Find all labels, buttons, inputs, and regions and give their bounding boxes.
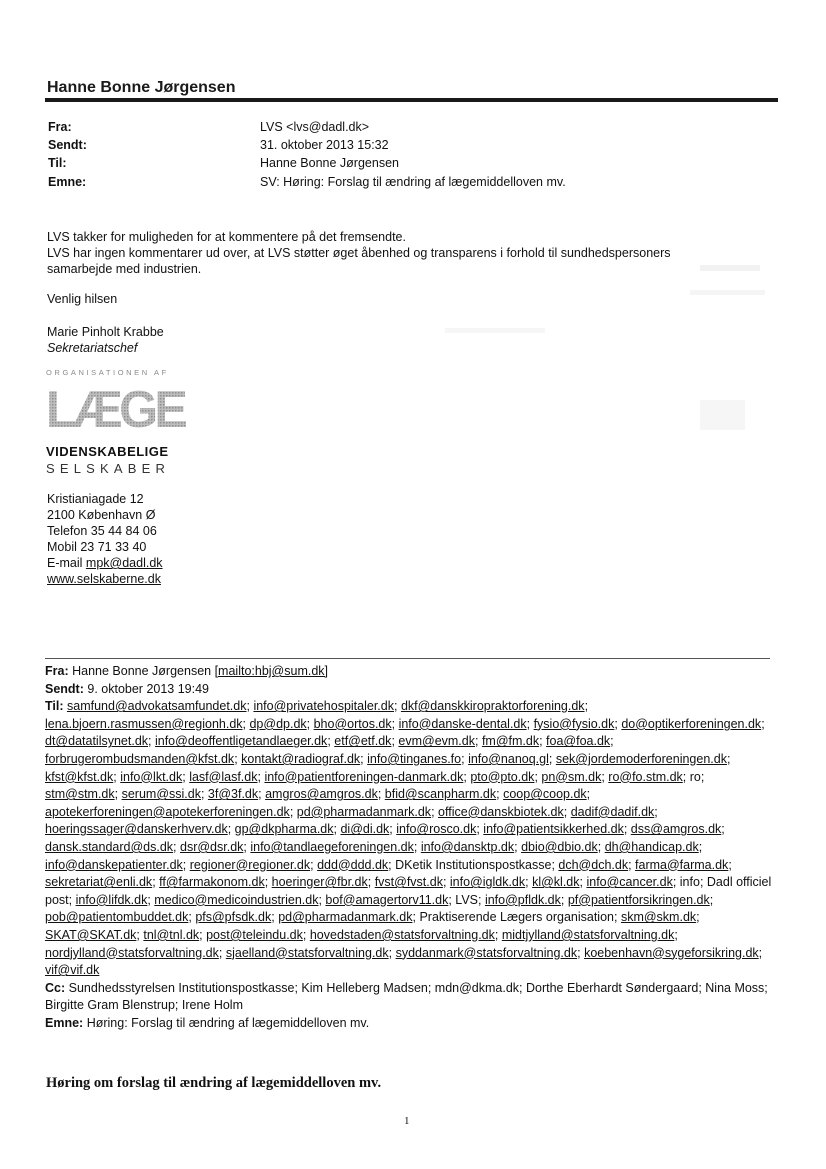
email-label: E-mail bbox=[47, 556, 86, 570]
sent-value: 31. oktober 2013 15:32 bbox=[260, 138, 389, 152]
scan-artifact bbox=[700, 400, 745, 430]
recipient-link[interactable]: info@dansktp.dk bbox=[420, 839, 515, 854]
recipient-link[interactable]: info@lkt.dk bbox=[120, 769, 183, 784]
fw-cc-row bbox=[45, 980, 780, 1015]
recipient-link[interactable]: fm@fm.dk bbox=[481, 734, 540, 749]
recipient-name: Dadl officiel post bbox=[45, 875, 772, 907]
fw-sent-value: 9. oktober 2013 19:49 bbox=[87, 681, 209, 696]
recipient-link[interactable]: sekretariat@enli.dk bbox=[45, 875, 153, 890]
recipient-link[interactable]: pfs@pfsdk.dk bbox=[195, 910, 272, 925]
recipient-link[interactable]: fvst@fvst.dk bbox=[374, 875, 443, 890]
recipient-link[interactable]: post@teleindu.dk bbox=[206, 927, 303, 942]
recipient-link[interactable]: ro@fo.stm.dk bbox=[608, 769, 683, 784]
recipient-link[interactable]: info@pfldk.dk bbox=[484, 892, 561, 907]
address-street: Kristianiagade 12 bbox=[47, 492, 144, 506]
fw-cc-label: Cc: bbox=[45, 980, 66, 995]
recipient-name: DKetik Institutionspostkasse bbox=[395, 857, 552, 872]
recipient-link[interactable]: hoeringer@fbr.dk bbox=[271, 875, 368, 890]
sender-name: Hanne Bonne Jørgensen bbox=[47, 79, 236, 96]
email-link[interactable]: mpk@dadl.dk bbox=[85, 556, 163, 570]
scan-artifact bbox=[690, 290, 765, 295]
recipient-link[interactable]: dkf@danskkiropraktorforening.dk bbox=[400, 699, 585, 714]
fw-sent-label: Sendt: bbox=[45, 681, 84, 696]
recipient-link[interactable]: evm@evm.dk bbox=[398, 734, 475, 749]
recipient-link[interactable]: lena.bjoern.rasmussen@regionh.dk bbox=[45, 716, 243, 731]
address-phone: Telefon 35 44 84 06 bbox=[47, 524, 157, 538]
recipient-link[interactable]: sjaelland@statsforvaltning.dk bbox=[225, 945, 389, 960]
recipient-link[interactable]: di@di.dk bbox=[340, 822, 390, 837]
recipient-link[interactable]: info@tinganes.fo bbox=[367, 751, 462, 766]
recipient-link[interactable]: sek@jordemoderforeningen.dk bbox=[555, 751, 727, 766]
address-email-row bbox=[47, 556, 163, 570]
fw-from-name: Hanne Bonne Jørgensen bbox=[72, 664, 215, 678]
recipient-link[interactable]: apotekerforeningen@apotekerforeningen.dk bbox=[45, 804, 290, 819]
recipient-link[interactable]: coop@coop.dk bbox=[503, 787, 587, 802]
recipient-link[interactable]: pd@pharmadanmark.dk bbox=[296, 804, 432, 819]
signer-title: Sekretariatschef bbox=[47, 341, 138, 355]
fw-subject-value: Høring: Forslag til ændring af lægemiddelloven mv. bbox=[86, 1015, 370, 1030]
recipient-link[interactable]: skm@skm.dk bbox=[620, 910, 697, 925]
fw-to-label: Til: bbox=[45, 699, 64, 714]
scan-artifact bbox=[700, 265, 760, 271]
fw-subject-label: Emne: bbox=[45, 1015, 84, 1030]
recipient-link[interactable]: nordjylland@statsforvaltning.dk bbox=[45, 945, 219, 960]
body-line: LVS takker for muligheden for at kommentere på det fremsendte. bbox=[47, 230, 406, 244]
logo-word-text: LÆGE bbox=[46, 381, 186, 430]
address-website-row bbox=[47, 572, 161, 586]
logo-line2: SELSKABER bbox=[46, 461, 171, 476]
logo-line1: VIDENSKABELIGE bbox=[46, 444, 169, 459]
recipient-link[interactable]: foa@foa.dk bbox=[546, 734, 611, 749]
recipient-link[interactable]: SKAT@SKAT.dk bbox=[45, 927, 137, 942]
recipient-link[interactable]: ddd@ddd.dk bbox=[317, 857, 389, 872]
to-label: Til: bbox=[48, 156, 67, 170]
recipient-link[interactable]: dh@handicap.dk bbox=[604, 839, 699, 854]
recipient-link[interactable]: bof@amagertorv11.dk bbox=[325, 892, 449, 907]
body-line: LVS har ingen kommentarer ud over, at LVS støtter øget åbenhed og transparens i forhold til sundhedspersoners bbox=[47, 246, 671, 260]
recipient-link[interactable]: info@igldk.dk bbox=[449, 875, 526, 890]
recipient-name: info bbox=[679, 875, 700, 890]
from-label: Fra: bbox=[48, 120, 72, 134]
recipient-link[interactable]: info@danske-dental.dk bbox=[398, 716, 527, 731]
recipient-link[interactable]: stm@stm.dk bbox=[45, 787, 115, 802]
recipient-name: Praktiserende Lægers organisation bbox=[419, 910, 614, 925]
recipient-link[interactable]: midtjylland@statsforvaltning.dk bbox=[501, 927, 675, 942]
signer-name: Marie Pinholt Krabbe bbox=[47, 325, 164, 339]
recipient-link[interactable]: hovedstaden@statsforvaltning.dk bbox=[309, 927, 495, 942]
address-city: 2100 København Ø bbox=[47, 508, 156, 522]
recipient-link[interactable]: info@privatehospitaler.dk bbox=[253, 699, 394, 714]
recipient-link[interactable]: syddanmark@statsforvaltning.dk bbox=[395, 945, 578, 960]
recipient-link[interactable]: pf@patientforsikringen.dk bbox=[567, 892, 710, 907]
recipient-link[interactable]: info@tandlaegeforeningen.dk bbox=[250, 839, 414, 854]
recipient-link[interactable]: dsr@dsr.dk bbox=[180, 839, 244, 854]
fw-subject-row bbox=[45, 1015, 780, 1033]
recipient-link[interactable]: info@deoffentligetandlaeger.dk bbox=[154, 734, 328, 749]
recipient-link[interactable]: dbio@dbio.dk bbox=[521, 839, 598, 854]
document-heading: Høring om forslag til ændring af lægemiddelloven mv. bbox=[46, 1075, 382, 1091]
recipient-link[interactable]: fysio@fysio.dk bbox=[533, 716, 615, 731]
header-divider bbox=[45, 98, 778, 102]
recipient-link[interactable]: bfid@scanpharm.dk bbox=[384, 787, 497, 802]
recipient-link[interactable]: dadif@dadif.dk bbox=[570, 804, 655, 819]
recipient-link[interactable]: office@danskbiotek.dk bbox=[438, 804, 564, 819]
greeting: Venlig hilsen bbox=[47, 292, 118, 306]
recipient-link[interactable]: ff@farmakonom.dk bbox=[159, 875, 265, 890]
recipient-link[interactable]: dansk.standard@ds.dk bbox=[45, 839, 174, 854]
recipient-link[interactable]: info@rosco.dk bbox=[396, 822, 477, 837]
fw-from-mailto[interactable]: [mailto:hbj@sum.dk] bbox=[214, 664, 328, 678]
recipient-link[interactable]: lasf@lasf.dk bbox=[189, 769, 258, 784]
logo-org-text: ORGANISATIONEN AF bbox=[46, 368, 169, 377]
recipient-link[interactable]: dch@dch.dk bbox=[558, 857, 629, 872]
sent-label: Sendt: bbox=[48, 138, 87, 152]
recipient-link[interactable]: dss@amgros.dk bbox=[630, 822, 722, 837]
recipient-link[interactable]: amgros@amgros.dk bbox=[265, 787, 378, 802]
recipient-link[interactable]: kl@kl.dk bbox=[532, 875, 580, 890]
recipient-link[interactable]: dp@dp.dk bbox=[249, 716, 307, 731]
subject-value: SV: Høring: Forslag til ændring af lægemiddelloven mv. bbox=[260, 175, 566, 189]
recipient-link[interactable]: bho@ortos.dk bbox=[313, 716, 392, 731]
logo-wordmark bbox=[46, 380, 186, 430]
website-link[interactable]: www.selskaberne.dk bbox=[47, 572, 161, 586]
fw-to-row: Til: samfund@advokatsamfundet.dk; info@privatehospitaler.dk; dkf@danskkiropraktorforening.dk; lena.bjoern.rasmussen@regionh.dk; dp@dp.dk; bho@ortos.dk; info@danske-dental.dk; fysio@fysio.dk; do@optikerforeningen.dk; dt@datatilsynet.dk; info@deoffentligetandlaeger.dk; etf@etf.dk; evm@evm.dk; fm@fm.dk; foa@foa.dk; forbrugerombudsmanden@kfst.dk; kontakt@radiograf.dk; info@tinganes.fo; info@nanoq.gl; sek@jordemoderforeningen.dk; kfst@kfst.dk; info@lkt.dk; lasf@lasf.dk; info@patientforeningen-danmark.dk; pto@pto.dk; pn@sm.dk; ro@fo.stm.dk; ro; stm@stm.dk; serum@ssi.dk; 3f@3f.dk; amgros@amgros.dk; bfid@scanpharm.dk; coop@coop.dk; apotekerforeningen@apotekerforeningen.dk; pd@pharmadanmark.dk; office@danskbiotek.dk; dadif@dadif.dk; hoeringssager@danskerhverv.dk; gp@dkpharma.dk; di@di.dk; info@rosco.dk; info@patientsikkerhed.dk; dss@amgros.dk; dansk.standard@ds.dk; dsr@dsr.dk; info@tandlaegeforeningen.dk; info@dansktp.dk; dbio@dbio.dk; dh@handicap.dk; info@danskepatienter.dk; regioner@regioner.dk; ddd@ddd.dk; DKetik Institutionspostkasse; dch@dch.dk; farma@farma.dk; sekretariat@enli.dk; ff@farmakonom.dk; hoeringer@fbr.dk; fvst@fvst.dk; info@igldk.dk; kl@kl.dk; info@cancer.dk; info; Dadl officiel post; info@lifdk.dk; medico@medicoindustrien.dk; bof@amagertorv11.dk; LVS; info@pfldk.dk; pf@patientforsikringen.dk; pob@patientombuddet.dk; pfs@pfsdk.dk; pd@pharmadanmark.dk; Praktiserende Lægers organisation; skm@skm.dk; SKAT@SKAT.dk; tnl@tnl.dk; post@teleindu.dk; hovedstaden@statsforvaltning.dk; midtjylland@statsforvaltning.dk; nordjylland@statsforvaltning.dk; sjaelland@statsforvaltning.dk; syddanmark@statsforvaltning.dk; koebenhavn@sygeforsikring.dk; vif@vif.dk bbox=[45, 699, 772, 978]
recipient-link[interactable]: forbrugerombudsmanden@kfst.dk bbox=[45, 751, 235, 766]
recipient-name: ro bbox=[689, 769, 701, 784]
recipient-name: LVS bbox=[455, 892, 478, 907]
organisation-logo bbox=[46, 368, 191, 480]
recipient-link[interactable]: pd@pharmadanmark.dk bbox=[278, 910, 413, 925]
recipient-link[interactable]: kfst@kfst.dk bbox=[45, 769, 114, 784]
recipient-link[interactable]: info@patientforeningen-danmark.dk bbox=[264, 769, 464, 784]
recipient-link[interactable]: pn@sm.dk bbox=[541, 769, 602, 784]
recipient-link[interactable]: pto@pto.dk bbox=[470, 769, 535, 784]
forwarded-header bbox=[45, 663, 780, 1032]
recipient-link[interactable]: info@lifdk.dk bbox=[75, 892, 148, 907]
to-value: Hanne Bonne Jørgensen bbox=[260, 156, 399, 170]
recipient-link[interactable]: do@optikerforeningen.dk bbox=[621, 716, 762, 731]
recipient-link[interactable]: tnl@tnl.dk bbox=[143, 927, 200, 942]
recipient-link[interactable]: kontakt@radiograf.dk bbox=[241, 751, 361, 766]
recipient-link[interactable]: gp@dkpharma.dk bbox=[234, 822, 334, 837]
forward-divider bbox=[45, 658, 770, 659]
recipient-link[interactable]: hoeringssager@danskerhverv.dk bbox=[45, 822, 228, 837]
recipient-link[interactable]: koebenhavn@sygeforsikring.dk bbox=[584, 945, 759, 960]
recipient-link[interactable]: info@cancer.dk bbox=[586, 875, 673, 890]
recipient-link[interactable]: info@patientsikkerhed.dk bbox=[483, 822, 624, 837]
from-value: LVS <lvs@dadl.dk> bbox=[260, 120, 370, 134]
scan-artifact bbox=[445, 328, 545, 333]
recipient-link[interactable]: 3f@3f.dk bbox=[207, 787, 259, 802]
page-number: 1 bbox=[404, 1115, 410, 1127]
address-mobile: Mobil 23 71 33 40 bbox=[47, 540, 147, 554]
recipient-link[interactable]: samfund@advokatsamfundet.dk bbox=[67, 699, 247, 714]
recipient-link[interactable]: medico@medicoindustrien.dk bbox=[154, 892, 319, 907]
recipient-link[interactable]: info@danskepatienter.dk bbox=[45, 857, 183, 872]
recipient-link[interactable]: dt@datatilsynet.dk bbox=[45, 734, 149, 749]
body-line: samarbejde med industrien. bbox=[47, 262, 202, 276]
recipient-link[interactable]: regioner@regioner.dk bbox=[189, 857, 311, 872]
fw-from-label: Fra: bbox=[45, 664, 69, 678]
fw-cc-value: Sundhedsstyrelsen Institutionspostkasse; Kim Helleberg Madsen; mdn@dkma.dk; Dorthe Eberhardt Søndergaard; Nina Moss; Birgitte Gram Blenstrup; Irene Holm bbox=[45, 980, 768, 1013]
fw-sent-row bbox=[45, 681, 780, 699]
recipient-link[interactable]: farma@farma.dk bbox=[635, 857, 729, 872]
recipient-link[interactable]: serum@ssi.dk bbox=[121, 787, 201, 802]
fw-from-row bbox=[45, 663, 780, 681]
recipient-link[interactable]: pob@patientombuddet.dk bbox=[45, 910, 189, 925]
recipient-link[interactable]: info@nanoq.gl bbox=[468, 751, 549, 766]
subject-label: Emne: bbox=[48, 175, 87, 189]
recipient-link[interactable]: etf@etf.dk bbox=[334, 734, 392, 749]
recipient-link[interactable]: vif@vif.dk bbox=[45, 963, 100, 978]
